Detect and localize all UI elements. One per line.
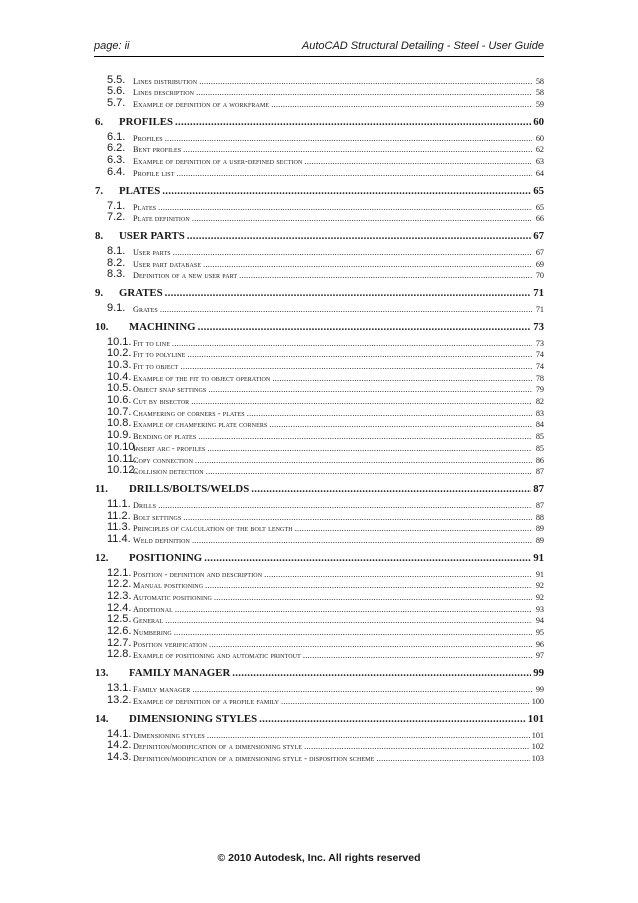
toc-entry-page: 85 [535,443,544,453]
toc-entry-page: 87 [535,500,544,510]
toc-entry-page: 93 [535,604,544,614]
toc-entry-title: User part database [133,259,202,269]
dot-leader [158,203,532,212]
dot-leader [204,552,531,564]
toc-section-entry[interactable] [95,625,544,637]
toc-entry-page: 89 [535,535,544,545]
toc-entry-page: 99 [535,685,544,695]
toc-entry-title: Automatic positioning [133,593,212,602]
toc-section-entry[interactable] [95,257,544,269]
dot-leader [174,628,532,637]
toc-entry-title: Profile list [133,168,175,178]
toc-section-entry[interactable] [95,649,544,661]
toc-entry-page: 59 [535,100,544,110]
toc-entry-number: 13. [95,667,109,680]
toc-section-entry[interactable] [95,200,544,212]
toc-entry-title: Dimensioning styles [133,730,205,740]
toc-entry-number: 14. [95,712,109,725]
toc-entry-page: 69 [535,259,544,269]
toc-entry-page: 67 [535,247,544,257]
toc-entry-page: 101 [527,712,544,725]
toc-section-entry[interactable] [95,453,544,465]
dot-leader [303,651,532,660]
toc-entry-page: 97 [535,651,544,661]
toc-section-entry[interactable] [95,637,544,649]
toc-entry-page: 71 [535,304,544,314]
toc-chapter-entry[interactable] [95,226,544,242]
toc-entry-title: MACHINING [129,320,196,333]
dot-leader [209,640,532,649]
toc-entry-number: 10.3. [107,359,132,371]
toc-entry-number: 11.4. [107,532,131,545]
toc-section-entry[interactable] [95,154,544,166]
toc-entry-number: 14.2. [107,739,132,752]
toc-chapter-entry[interactable] [95,709,544,725]
toc-entry-number: 14.3. [107,750,132,763]
toc-entry-number: 5.5. [107,73,126,86]
toc-entry-title: Insert arc - profiles [133,443,206,453]
dot-leader [176,169,532,178]
document-title: AutoCAD Structural Detailing - Steel - User Guide [301,40,544,52]
toc-entry-title: Plates [133,202,157,212]
toc-entry-page: 79 [535,385,544,395]
dot-leader [214,593,532,602]
toc-entry-title: Example of definition of a user-defined section [133,157,303,167]
toc-entry-title: Example of chamfering plate corners [133,420,268,430]
toc-entry-page: 70 [535,271,544,281]
toc-section-entry[interactable] [95,269,544,281]
toc-section-entry[interactable] [95,751,544,763]
toc-section-entry[interactable] [95,498,544,510]
dot-leader [192,214,532,223]
toc-entry-title: PLATES [119,184,161,197]
dot-leader [198,432,532,441]
toc-entry-page: 101 [531,730,544,740]
toc-section-entry[interactable] [95,245,544,257]
dot-leader [172,339,532,348]
toc-section-entry[interactable] [95,143,544,155]
toc-entry-number: 10.8. [107,417,132,430]
toc-entry-number: 10.1. [107,335,132,348]
toc-entry-title: Definition/modification of a dimensioning style [133,742,303,752]
toc-chapter-entry[interactable] [95,548,544,564]
toc-entry-title: Example of positioning and automatic printout [133,651,301,661]
dot-leader [304,157,532,166]
toc-entry-title: Definition of a new user part [133,271,238,281]
toc-chapter-entry[interactable] [95,112,544,128]
toc-entry-title: Bending of plates [133,432,197,442]
toc-entry-number: 14.1. [107,727,132,740]
toc-entry-title: Profiles [133,133,163,143]
toc-entry-number: 6.4. [107,165,126,178]
toc-entry-title: Weld definition [133,535,190,545]
dot-leader [192,685,532,694]
toc-entry-title: Drills [133,500,157,510]
dot-leader [264,570,532,579]
toc-entry-page: 87 [535,467,544,477]
copyright-footer: © 2010 Autodesk, Inc. All rights reserved [217,852,421,864]
toc-entry-number: 11. [95,483,108,496]
toc-section-entry[interactable] [95,383,544,395]
toc-entry-title: Bent profiles [133,145,182,155]
toc-entry-title: Fit to line [133,338,170,348]
dot-leader [187,350,532,359]
toc-entry-title: User parts [133,247,171,257]
toc-entry-title: Cut by bisector [133,397,190,407]
dot-leader [158,501,532,510]
toc-entry-page: 92 [535,593,544,602]
table-of-contents [95,74,544,763]
toc-entry-page: 78 [535,373,544,383]
dot-leader [269,420,532,429]
toc-entry-title: Plate definition [133,214,190,224]
dot-leader [207,444,532,453]
dot-leader [198,321,532,333]
toc-entry-title: Position - definition and description [133,569,263,579]
toc-entry-number: 12.7. [107,636,132,649]
toc-entry-number: 6. [95,116,104,129]
toc-entry-page: 89 [535,524,544,534]
toc-entry-title: Fit to polyline [133,350,186,360]
toc-entry-title: Grates [133,304,158,314]
toc-entry-page: 62 [535,145,544,155]
toc-entry-page: 74 [535,362,544,371]
toc-entry-page: 83 [535,408,544,418]
toc-section-entry[interactable] [95,336,544,348]
toc-entry-title: Principles of calculation of the bolt length [133,524,293,534]
dot-leader [203,260,532,269]
toc-entry-title: USER PARTS [119,230,185,243]
toc-entry-page: 65 [535,202,544,212]
toc-entry-page: 88 [535,512,544,522]
toc-entry-title: Example of the fit to object operation [133,373,271,383]
toc-section-entry[interactable] [95,441,544,453]
toc-entry-title: Definition/modification of a dimensioning style - disposition scheme [133,753,375,763]
toc-entry-number: 7. [95,184,104,197]
toc-entry-number: 10.4. [107,370,132,383]
toc-entry-title: Copy connection [133,455,194,465]
toc-section-entry[interactable] [95,533,544,545]
toc-section-entry[interactable] [95,694,544,706]
dot-leader [183,513,532,522]
toc-section-entry[interactable] [95,429,544,441]
dot-leader [181,362,532,371]
toc-entry-page: 103 [531,753,544,763]
toc-entry-number: 8.2. [107,256,126,269]
toc-section-entry[interactable] [95,86,544,98]
toc-chapter-entry[interactable] [95,479,544,495]
toc-entry-page: 82 [535,397,544,407]
toc-entry-title: Manual positioning [133,581,204,591]
toc-entry-title: Fit to object [133,362,179,371]
toc-entry-number: 11.1. [107,497,131,510]
toc-entry-number: 7.1. [107,199,126,212]
dot-leader [175,605,532,614]
toc-section-entry[interactable] [95,212,544,224]
toc-entry-page: 63 [535,157,544,167]
toc-chapter-entry[interactable] [95,283,544,299]
toc-section-entry[interactable] [95,406,544,418]
dot-leader [247,409,532,418]
dot-leader [207,731,530,740]
toc-chapter-entry[interactable] [95,663,544,679]
toc-entry-title: Position verification [133,639,208,649]
toc-section-entry[interactable] [95,728,544,740]
toc-section-entry[interactable] [95,682,544,694]
toc-section-entry[interactable] [95,97,544,109]
page-header [94,40,544,57]
dot-leader [271,100,532,109]
toc-entry-title: Lines description [133,88,195,98]
toc-section-entry[interactable] [95,614,544,626]
toc-entry-number: 12. [95,551,109,564]
toc-section-entry[interactable] [95,567,544,579]
toc-entry-number: 8.3. [107,268,126,281]
toc-entry-page: 91 [535,569,544,579]
toc-entry-number: 12.1. [107,566,132,579]
toc-entry-number: 12.6. [107,625,132,638]
toc-entry-title: Additional [133,604,173,614]
toc-entry-number: 13.2. [107,693,132,706]
toc-entry-number: 10. [95,320,109,333]
toc-entry-page: 58 [535,88,544,98]
dot-leader [206,467,532,476]
toc-section-entry[interactable] [95,418,544,430]
dot-leader [191,397,532,406]
toc-entry-page: 58 [535,76,544,86]
toc-entry-number: 10.5. [107,382,132,395]
toc-entry-page: 102 [531,742,544,752]
toc-section-entry[interactable] [95,302,544,314]
toc-entry-page: 64 [535,168,544,178]
toc-entry-number: 12.5. [107,613,132,626]
toc-section-entry[interactable] [95,510,544,522]
toc-entry-number: 10.11. [107,452,137,465]
toc-entry-title: Example of definition of a workframe [133,100,270,110]
dot-leader [232,667,531,679]
toc-entry-page: 85 [535,432,544,442]
toc-entry-number: 8. [95,230,104,243]
toc-section-entry[interactable] [95,579,544,591]
dot-leader [304,742,530,751]
toc-entry-title: Numbering [133,628,172,638]
toc-entry-page: 92 [535,581,544,591]
toc-section-entry[interactable] [95,465,544,477]
toc-entry-number: 8.1. [107,244,126,257]
toc-entry-number: 10.7. [107,405,132,418]
toc-entry-page: 74 [535,350,544,360]
toc-section-entry[interactable] [95,348,544,360]
toc-entry-number: 10.2. [107,347,132,360]
toc-entry-page: 87 [533,483,544,496]
dot-leader [199,77,532,86]
dot-leader [160,305,532,314]
toc-section-entry[interactable] [95,359,544,371]
toc-entry-page: 91 [533,551,544,564]
toc-entry-number: 6.2. [107,142,126,155]
toc-entry-page: 99 [533,667,544,680]
dot-leader [187,230,531,242]
toc-section-entry[interactable] [95,740,544,752]
toc-section-entry[interactable] [95,590,544,602]
dot-leader [295,524,532,533]
toc-entry-number: 10.10. [107,440,138,453]
toc-entry-page: 73 [533,320,544,333]
toc-section-entry[interactable] [95,602,544,614]
dot-leader [196,88,532,97]
toc-entry-page: 71 [533,287,544,300]
toc-entry-title: PROFILES [119,116,173,129]
toc-entry-number: 12.3. [107,590,132,602]
dot-leader [259,713,526,725]
toc-entry-number: 7.2. [107,211,126,224]
dot-leader [281,697,530,706]
toc-entry-title: Chamfering of corners - plates [133,408,245,418]
toc-entry-number: 9.1. [107,301,126,314]
dot-leader [205,581,532,590]
toc-entry-title: DIMENSIONING STYLES [129,712,258,725]
toc-entry-title: Lines distribution [133,76,198,86]
toc-entry-page: 66 [535,214,544,224]
toc-entry-number: 10.9. [107,429,132,442]
toc-entry-number: 6.3. [107,154,126,167]
toc-section-entry[interactable] [95,74,544,86]
toc-entry-number: 10.6. [107,394,132,407]
toc-section-entry[interactable] [95,166,544,178]
toc-entry-title: Family manager [133,685,191,695]
toc-entry-title: Object snap settings [133,385,207,395]
toc-entry-page: 94 [535,616,544,626]
toc-section-entry[interactable] [95,522,544,534]
toc-entry-page: 60 [533,116,544,129]
toc-chapter-entry[interactable] [95,181,544,197]
toc-entry-title: Bolt settings [133,512,182,522]
toc-entry-page: 60 [535,133,544,143]
toc-entry-number: 6.1. [107,130,126,143]
dot-leader [272,374,532,383]
toc-entry-number: 12.8. [107,648,132,661]
page-number-label: page: ii [94,40,130,52]
dot-leader [165,287,532,299]
toc-entry-title: POSITIONING [129,551,203,564]
toc-entry-title: Example of definition of a profile family [133,696,280,706]
toc-entry-number: 5.6. [107,85,126,98]
toc-entry-page: 95 [535,628,544,638]
toc-entry-number: 13.1. [107,682,132,695]
toc-section-entry[interactable] [95,394,544,406]
dot-leader [376,754,529,763]
toc-entry-title: GRATES [119,287,163,300]
toc-entry-number: 12.2. [107,578,132,591]
dot-leader [165,134,532,143]
toc-entry-page: 86 [535,455,544,465]
dot-leader [162,185,531,197]
toc-entry-page: 96 [535,639,544,649]
dot-leader [195,456,532,465]
toc-entry-title: DRILLS/BOLTS/WELDS [129,483,250,496]
toc-entry-number: 12.4. [107,601,132,614]
dot-leader [208,385,532,394]
dot-leader [175,116,531,128]
dot-leader [239,271,532,280]
toc-section-entry[interactable] [95,131,544,143]
toc-entry-number: 10.12. [107,464,138,477]
toc-section-entry[interactable] [95,371,544,383]
toc-entry-title: General [133,616,164,626]
dot-leader [173,248,532,257]
dot-leader [192,536,532,545]
toc-entry-page: 73 [535,338,544,348]
toc-entry-number: 9. [95,287,104,300]
dot-leader [165,616,532,625]
toc-entry-title: FAMILY MANAGER [129,667,231,680]
toc-chapter-entry[interactable] [95,317,544,333]
toc-entry-number: 5.7. [107,97,126,110]
dot-leader [251,483,531,495]
toc-entry-page: 84 [535,420,544,430]
dot-leader [183,145,532,154]
toc-entry-number: 11.2. [107,509,131,522]
toc-entry-number: 11.3. [107,521,131,534]
toc-entry-page: 65 [533,184,544,197]
toc-entry-page: 67 [533,230,544,243]
toc-entry-page: 100 [531,696,544,706]
toc-entry-title: Collision detection [133,467,204,477]
